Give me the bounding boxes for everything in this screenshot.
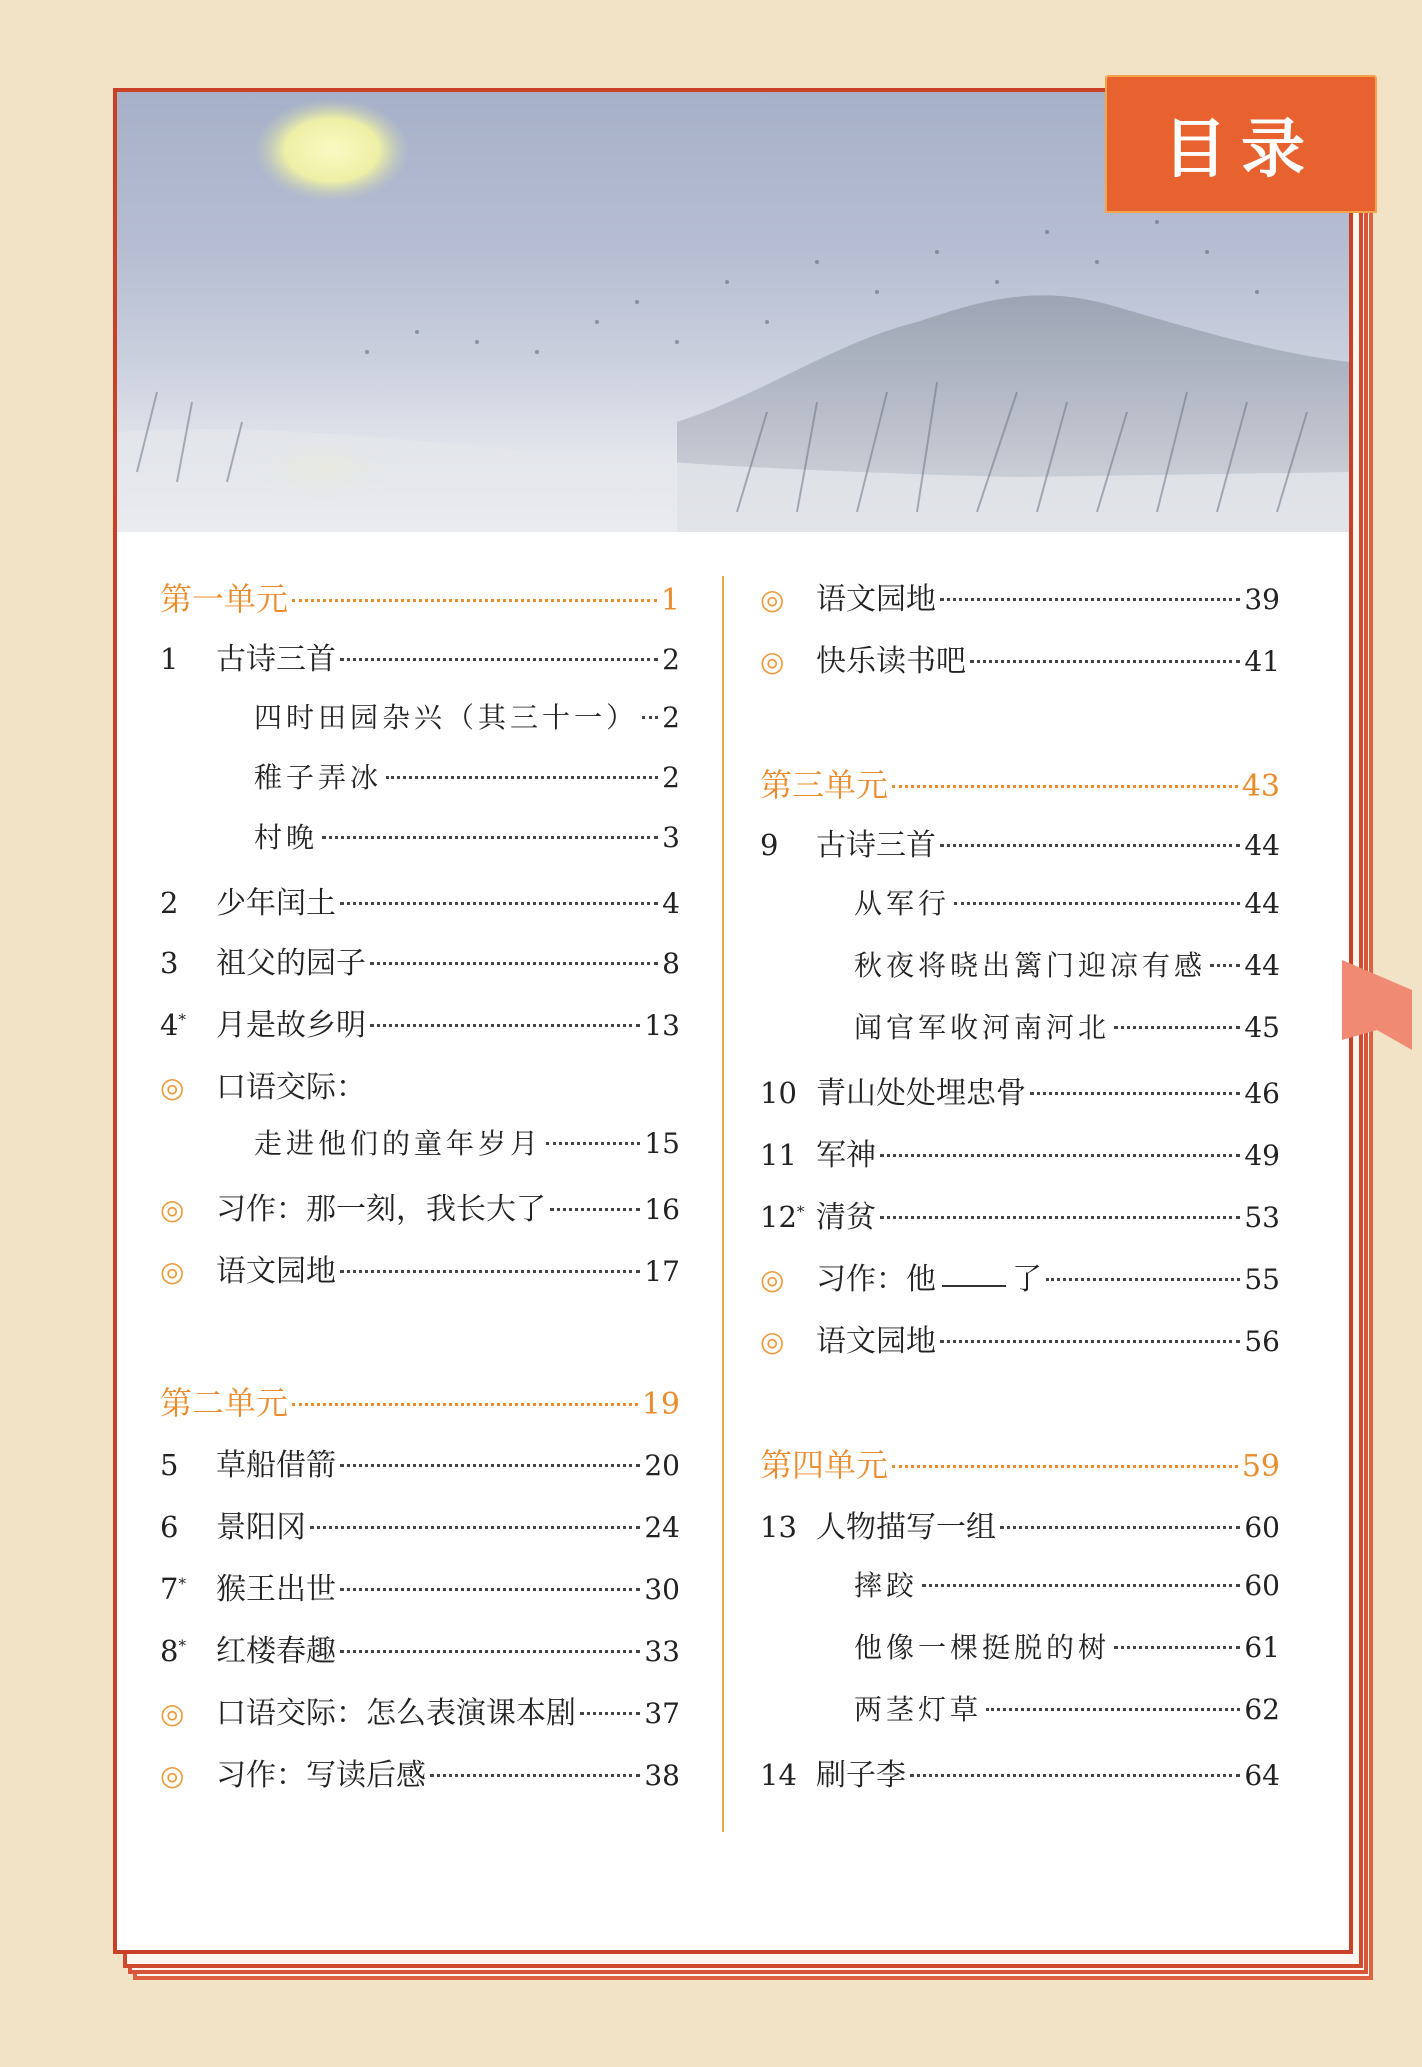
toc-entry[interactable] — [760, 820, 1280, 864]
entry-label: 稚子弄冰 — [254, 761, 383, 794]
dot-leader — [292, 599, 657, 602]
toc-entry[interactable] — [160, 1184, 680, 1228]
page-number: 61 — [1244, 1631, 1280, 1664]
entry-label: 快乐读书吧 — [816, 644, 966, 679]
dot-leader — [892, 785, 1238, 788]
toc-entry[interactable] — [160, 696, 680, 736]
dot-leader — [940, 598, 1240, 601]
dot-leader — [322, 836, 658, 839]
entry-label: 红楼春趣 — [216, 1634, 336, 1669]
page-number: 44 — [1244, 949, 1280, 982]
toc-entry[interactable] — [760, 944, 1280, 984]
lesson-number — [160, 1510, 216, 1544]
page-number: 44 — [1244, 829, 1280, 862]
toc-entry[interactable] — [760, 1502, 1280, 1546]
page-number: 30 — [644, 1573, 680, 1606]
toc-entry[interactable] — [160, 1502, 680, 1546]
toc-entry[interactable] — [760, 574, 1280, 618]
toc-title: 目录 — [1163, 113, 1319, 187]
page-number: 15 — [644, 1127, 680, 1160]
toc-entry[interactable] — [160, 1062, 680, 1106]
dot-leader — [546, 1142, 640, 1145]
entry-label: 他像一棵挺脱的树 — [854, 1631, 1111, 1664]
page-number: 60 — [1244, 1569, 1280, 1602]
page-number: 4 — [662, 887, 680, 920]
dot-leader — [292, 1403, 638, 1406]
fill-in-blank — [942, 1285, 1006, 1287]
page-number: 38 — [644, 1759, 680, 1792]
bullseye-icon: ◎ — [760, 583, 785, 616]
entry-label: 口语交际： — [216, 1070, 366, 1105]
page-number: 46 — [1244, 1077, 1280, 1110]
entry-label: 古诗三首 — [816, 828, 936, 863]
toc-entry[interactable] — [760, 1254, 1280, 1298]
page-number: 59 — [1241, 1449, 1280, 1484]
lesson-number-text: 1 — [160, 642, 179, 676]
entry-label: 语文园地 — [816, 582, 936, 617]
entry-label: 习作：那一刻，我长大了 — [216, 1192, 546, 1227]
entry-label: 人物描写一组 — [816, 1510, 996, 1545]
dot-leader — [580, 1712, 640, 1715]
toc-entry[interactable] — [160, 1122, 680, 1162]
page-number: 55 — [1244, 1263, 1280, 1296]
page-number: 39 — [1244, 583, 1280, 616]
dot-leader — [922, 1584, 1240, 1587]
dot-leader — [892, 1465, 1238, 1468]
page-number: 2 — [662, 761, 680, 794]
toc-unit-heading[interactable] — [160, 1378, 680, 1424]
page-number: 45 — [1244, 1011, 1280, 1044]
lesson-number-text: 5 — [160, 1448, 179, 1482]
page-number: 1 — [660, 583, 680, 618]
entry-label: 习作：写读后感 — [216, 1758, 426, 1793]
toc-entry[interactable] — [160, 756, 680, 796]
bullseye-icon: ◎ — [760, 645, 785, 678]
dot-leader — [340, 902, 658, 905]
entry-label: 青山处处埋忠骨 — [816, 1076, 1026, 1111]
dot-leader — [1210, 964, 1240, 967]
entry-label: 清贫 — [816, 1200, 876, 1235]
toc-entry[interactable] — [160, 1000, 680, 1044]
entry-label-suffix: 了 — [1012, 1262, 1042, 1297]
dot-leader — [910, 1774, 1240, 1777]
page-number: 13 — [644, 1009, 680, 1042]
toc-entry[interactable] — [160, 938, 680, 982]
page-number: 62 — [1244, 1693, 1280, 1726]
page-number: 56 — [1244, 1325, 1280, 1358]
toc-entry[interactable] — [160, 1440, 680, 1484]
entry-label: 少年闰土 — [216, 886, 336, 921]
page-number: 64 — [1244, 1759, 1280, 1792]
dot-leader — [1046, 1278, 1240, 1281]
lesson-number — [160, 1634, 216, 1668]
toc-entry[interactable] — [160, 816, 680, 856]
entry-label: 第三单元 — [760, 766, 889, 804]
lesson-number — [760, 1510, 816, 1544]
dot-leader — [340, 1270, 640, 1273]
entry-label: 刷子李 — [816, 1758, 906, 1793]
entry-label: 习作：他 — [816, 1262, 936, 1297]
toc-unit-heading[interactable] — [160, 574, 680, 620]
dot-leader — [1000, 1526, 1240, 1529]
dot-leader — [880, 1216, 1240, 1219]
entry-label: 村晚 — [254, 821, 319, 854]
toc-entry[interactable] — [160, 1246, 680, 1290]
entry-label: 口语交际：怎么表演课本剧 — [216, 1696, 576, 1731]
dot-leader — [310, 1526, 640, 1529]
page-number: 44 — [1244, 887, 1280, 920]
lesson-number-text: 12 — [760, 1200, 797, 1234]
dot-leader — [340, 1588, 640, 1591]
toc-entry[interactable] — [760, 882, 1280, 922]
page-number: 53 — [1244, 1201, 1280, 1234]
dot-leader — [386, 776, 658, 779]
page-number: 3 — [662, 821, 680, 854]
lesson-number — [160, 1448, 216, 1482]
lesson-number — [760, 1200, 816, 1234]
page-number: 2 — [662, 701, 680, 734]
dot-leader — [642, 716, 658, 719]
entry-label: 第一单元 — [160, 580, 289, 618]
entry-label: 猴王出世 — [216, 1572, 336, 1607]
toc-title-tab — [1105, 75, 1377, 213]
lesson-number — [760, 828, 816, 862]
entry-label: 景阳冈 — [216, 1510, 306, 1545]
page-number: 17 — [644, 1255, 680, 1288]
dot-leader — [880, 1154, 1240, 1157]
lesson-number — [760, 1138, 816, 1172]
optional-star: * — [178, 1574, 186, 1593]
entry-label: 摔跤 — [854, 1569, 919, 1602]
toc-entry[interactable] — [160, 1750, 680, 1794]
dot-leader — [986, 1708, 1240, 1711]
dot-leader — [370, 962, 658, 965]
entry-label: 两茎灯草 — [854, 1693, 983, 1726]
bullseye-icon: ◎ — [160, 1255, 185, 1288]
page-number: 49 — [1244, 1139, 1280, 1172]
entry-label: 语文园地 — [816, 1324, 936, 1359]
page-number: 8 — [662, 947, 680, 980]
page-number: 16 — [644, 1193, 680, 1226]
entry-label: 走进他们的童年岁月 — [254, 1127, 543, 1160]
page-number: 37 — [644, 1697, 680, 1730]
toc-unit-heading[interactable] — [760, 1440, 1280, 1486]
bullseye-icon: ◎ — [160, 1697, 185, 1730]
entry-label: 语文园地 — [216, 1254, 336, 1289]
entry-label: 军神 — [816, 1138, 876, 1173]
dot-leader — [1030, 1092, 1240, 1095]
lesson-number-text: 10 — [760, 1076, 797, 1110]
optional-star: * — [796, 1202, 805, 1221]
page-number: 24 — [644, 1511, 680, 1544]
dot-leader — [970, 660, 1240, 663]
column-divider — [722, 576, 724, 1832]
dot-leader — [340, 1464, 640, 1467]
page-number: 19 — [641, 1387, 680, 1422]
page-number: 2 — [662, 643, 680, 676]
toc-entry[interactable] — [160, 1626, 680, 1670]
bookmark-ribbon — [1342, 960, 1412, 1050]
page-number: 43 — [1241, 769, 1280, 804]
lesson-number — [760, 1758, 816, 1792]
page-number: 41 — [1244, 645, 1280, 678]
entry-label: 月是故乡明 — [216, 1008, 366, 1043]
bullseye-icon: ◎ — [760, 1325, 785, 1358]
entry-label: 第四单元 — [760, 1446, 889, 1484]
toc-entry[interactable] — [760, 1068, 1280, 1112]
toc-entry[interactable] — [760, 1688, 1280, 1728]
dot-leader — [430, 1774, 640, 1777]
optional-star: * — [178, 1636, 186, 1655]
toc-entry[interactable] — [760, 1564, 1280, 1604]
page-number: 20 — [644, 1449, 680, 1482]
toc-entry[interactable] — [160, 1688, 680, 1732]
toc-entry[interactable] — [760, 1192, 1280, 1236]
toc-entry[interactable] — [760, 1750, 1280, 1794]
lesson-number-text: 14 — [760, 1758, 797, 1792]
lesson-number — [160, 886, 216, 920]
lesson-number-text: 13 — [760, 1510, 797, 1544]
entry-label: 第二单元 — [160, 1384, 289, 1422]
optional-star: * — [178, 1010, 186, 1029]
page-number: 60 — [1244, 1511, 1280, 1544]
lesson-number-text: 8 — [160, 1634, 179, 1668]
toc-entry[interactable] — [760, 1130, 1280, 1174]
bullseye-icon: ◎ — [160, 1071, 185, 1104]
toc-entry[interactable] — [160, 634, 680, 678]
lesson-number-text: 6 — [160, 1510, 179, 1544]
entry-label: 祖父的园子 — [216, 946, 366, 981]
entry-label: 从军行 — [854, 887, 951, 920]
lesson-number — [160, 946, 216, 980]
lesson-number-text: 11 — [760, 1138, 797, 1172]
toc-entry[interactable] — [760, 1626, 1280, 1666]
toc-entry[interactable] — [760, 1316, 1280, 1360]
dot-leader — [940, 844, 1240, 847]
lesson-number — [160, 1572, 216, 1606]
toc-entry[interactable] — [760, 636, 1280, 680]
entry-label: 四时田园杂兴（其三十一） — [254, 701, 639, 734]
dot-leader — [550, 1208, 640, 1211]
lesson-number-text: 2 — [160, 886, 179, 920]
bullseye-icon: ◎ — [160, 1759, 185, 1792]
entry-label: 闻官军收河南河北 — [854, 1011, 1111, 1044]
dot-leader — [370, 1024, 640, 1027]
toc-entry[interactable] — [160, 1564, 680, 1608]
page-number: 33 — [644, 1635, 680, 1668]
lesson-number-text: 4 — [160, 1008, 179, 1042]
dot-leader — [1114, 1026, 1240, 1029]
bullseye-icon: ◎ — [760, 1263, 785, 1296]
lesson-number — [160, 642, 216, 676]
toc-unit-heading[interactable] — [760, 760, 1280, 806]
toc-entry[interactable] — [160, 878, 680, 922]
bullseye-icon: ◎ — [160, 1193, 185, 1226]
dot-leader — [1114, 1646, 1240, 1649]
dot-leader — [340, 658, 658, 661]
lesson-number — [760, 1076, 816, 1110]
toc-entry[interactable] — [760, 1006, 1280, 1046]
entry-label: 草船借箭 — [216, 1448, 336, 1483]
dot-leader — [940, 1340, 1240, 1343]
dot-leader — [954, 902, 1240, 905]
dot-leader — [340, 1650, 640, 1653]
lesson-number-text: 7 — [160, 1572, 179, 1606]
lesson-number-text: 3 — [160, 946, 179, 980]
entry-label: 秋夜将晓出篱门迎凉有感 — [854, 949, 1207, 982]
lesson-number — [160, 1008, 216, 1042]
entry-label: 古诗三首 — [216, 642, 336, 677]
lesson-number-text: 9 — [760, 828, 779, 862]
